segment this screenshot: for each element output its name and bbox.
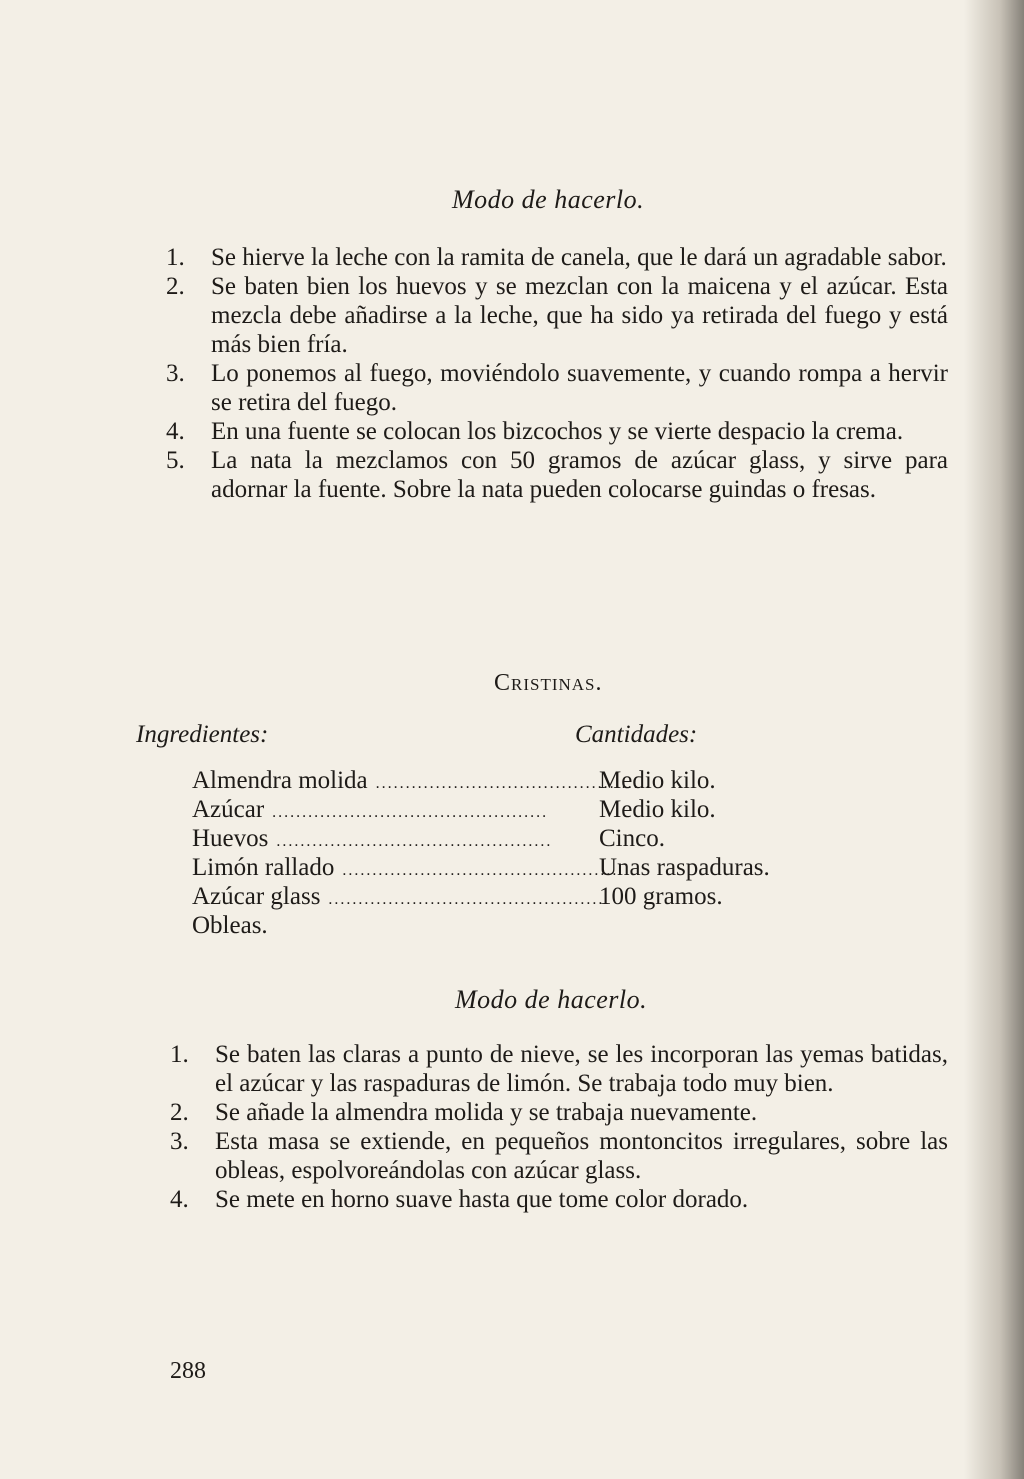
step-item — [166, 417, 948, 446]
ingredient-quantity — [542, 911, 599, 940]
page-number: 288 — [170, 1358, 206, 1384]
step-text: Se baten bien los huevos y se mezclan con la maicena y el azúcar. Esta mezcla debe añadirse a la leche, que ha sido ya retirada del fuego y está más bien fría. — [211, 273, 948, 358]
step-number: 4. — [166, 418, 185, 445]
ingredient-name: Obleas. — [192, 912, 268, 939]
ingredient-name: Almendra molida — [192, 767, 368, 794]
ingredients-header: Ingredientes: — [136, 721, 269, 748]
ingredient-quantity: Medio kilo. — [599, 767, 716, 794]
ingredient-row — [192, 882, 752, 911]
step-text: Se baten las claras a punto de nieve, se les incorporan las yemas batidas, el azúcar y las raspaduras de limón. Se trabaja todo muy bien. — [215, 1041, 948, 1097]
step-item — [170, 1185, 948, 1214]
section-heading-2: Modo de hacerlo. — [455, 985, 648, 1014]
ingredient-name: Azúcar glass — [192, 883, 321, 910]
step-item — [170, 1098, 948, 1127]
ingredient-row — [192, 795, 752, 824]
step-number: 1. — [166, 244, 185, 271]
step-number: 2. — [166, 273, 185, 300]
ingredient-row — [192, 824, 752, 853]
step-item — [166, 446, 948, 504]
step-number: 3. — [166, 360, 185, 387]
steps-list-1 — [166, 243, 948, 504]
step-number: 4. — [170, 1186, 189, 1213]
leader-dots: .............................................. — [375, 775, 652, 792]
leader-dots: .............................................. — [276, 833, 553, 850]
step-text: Esta masa se extiende, en pequeños montoncitos irregulares, sobre las obleas, espolvoreándolas con azúcar glass. — [215, 1128, 948, 1184]
ingredient-quantity: Unas raspaduras. — [599, 854, 770, 881]
step-number: 3. — [170, 1128, 189, 1155]
step-text: En una fuente se colocan los bizcochos y se vierte despacio la crema. — [211, 418, 904, 445]
quantities-header: Cantidades: — [575, 721, 698, 748]
ingredient-name: Azúcar — [192, 796, 265, 823]
recipe-title: Cristinas. — [494, 670, 603, 696]
step-text: Se mete en horno suave hasta que tome color dorado. — [215, 1186, 749, 1213]
step-item — [170, 1040, 948, 1098]
step-text: Se añade la almendra molida y se trabaja nuevamente. — [215, 1099, 758, 1126]
step-text: Lo ponemos al fuego, moviéndolo suavemente, y cuando rompa a hervir se retira del fuego. — [211, 360, 948, 416]
section-heading-1: Modo de hacerlo. — [452, 185, 645, 214]
leader-dots: .............................................. — [342, 862, 619, 879]
step-text: La nata la mezclamos con 50 gramos de azúcar glass, y sirve para adornar la fuente. Sobre la nata pueden colocarse guindas o fresas. — [211, 447, 948, 503]
ingredient-row — [192, 766, 752, 795]
ingredient-name: Huevos — [192, 825, 269, 852]
ingredient-row — [192, 853, 770, 882]
ingredients-table — [192, 766, 770, 940]
step-item — [170, 1127, 948, 1185]
ingredient-quantity: Medio kilo. — [599, 796, 716, 823]
page-edge-shadow — [964, 0, 1024, 1479]
leader-dots: .............................................. — [272, 804, 549, 821]
step-text: Se hierve la leche con la ramita de canela, que le dará un agradable sabor. — [211, 244, 947, 271]
ingredient-quantity: 100 gramos. — [599, 883, 723, 910]
step-item — [166, 243, 948, 272]
ingredient-name: Limón rallado — [192, 854, 335, 881]
ingredient-row — [192, 911, 752, 940]
step-number: 5. — [166, 447, 185, 474]
leader-dots: .............................................. — [328, 891, 605, 908]
step-number: 2. — [170, 1099, 189, 1126]
step-item — [166, 272, 948, 359]
step-item — [166, 359, 948, 417]
step-number: 1. — [170, 1041, 189, 1068]
steps-list-2 — [170, 1040, 948, 1214]
ingredient-quantity: Cinco. — [599, 825, 665, 852]
